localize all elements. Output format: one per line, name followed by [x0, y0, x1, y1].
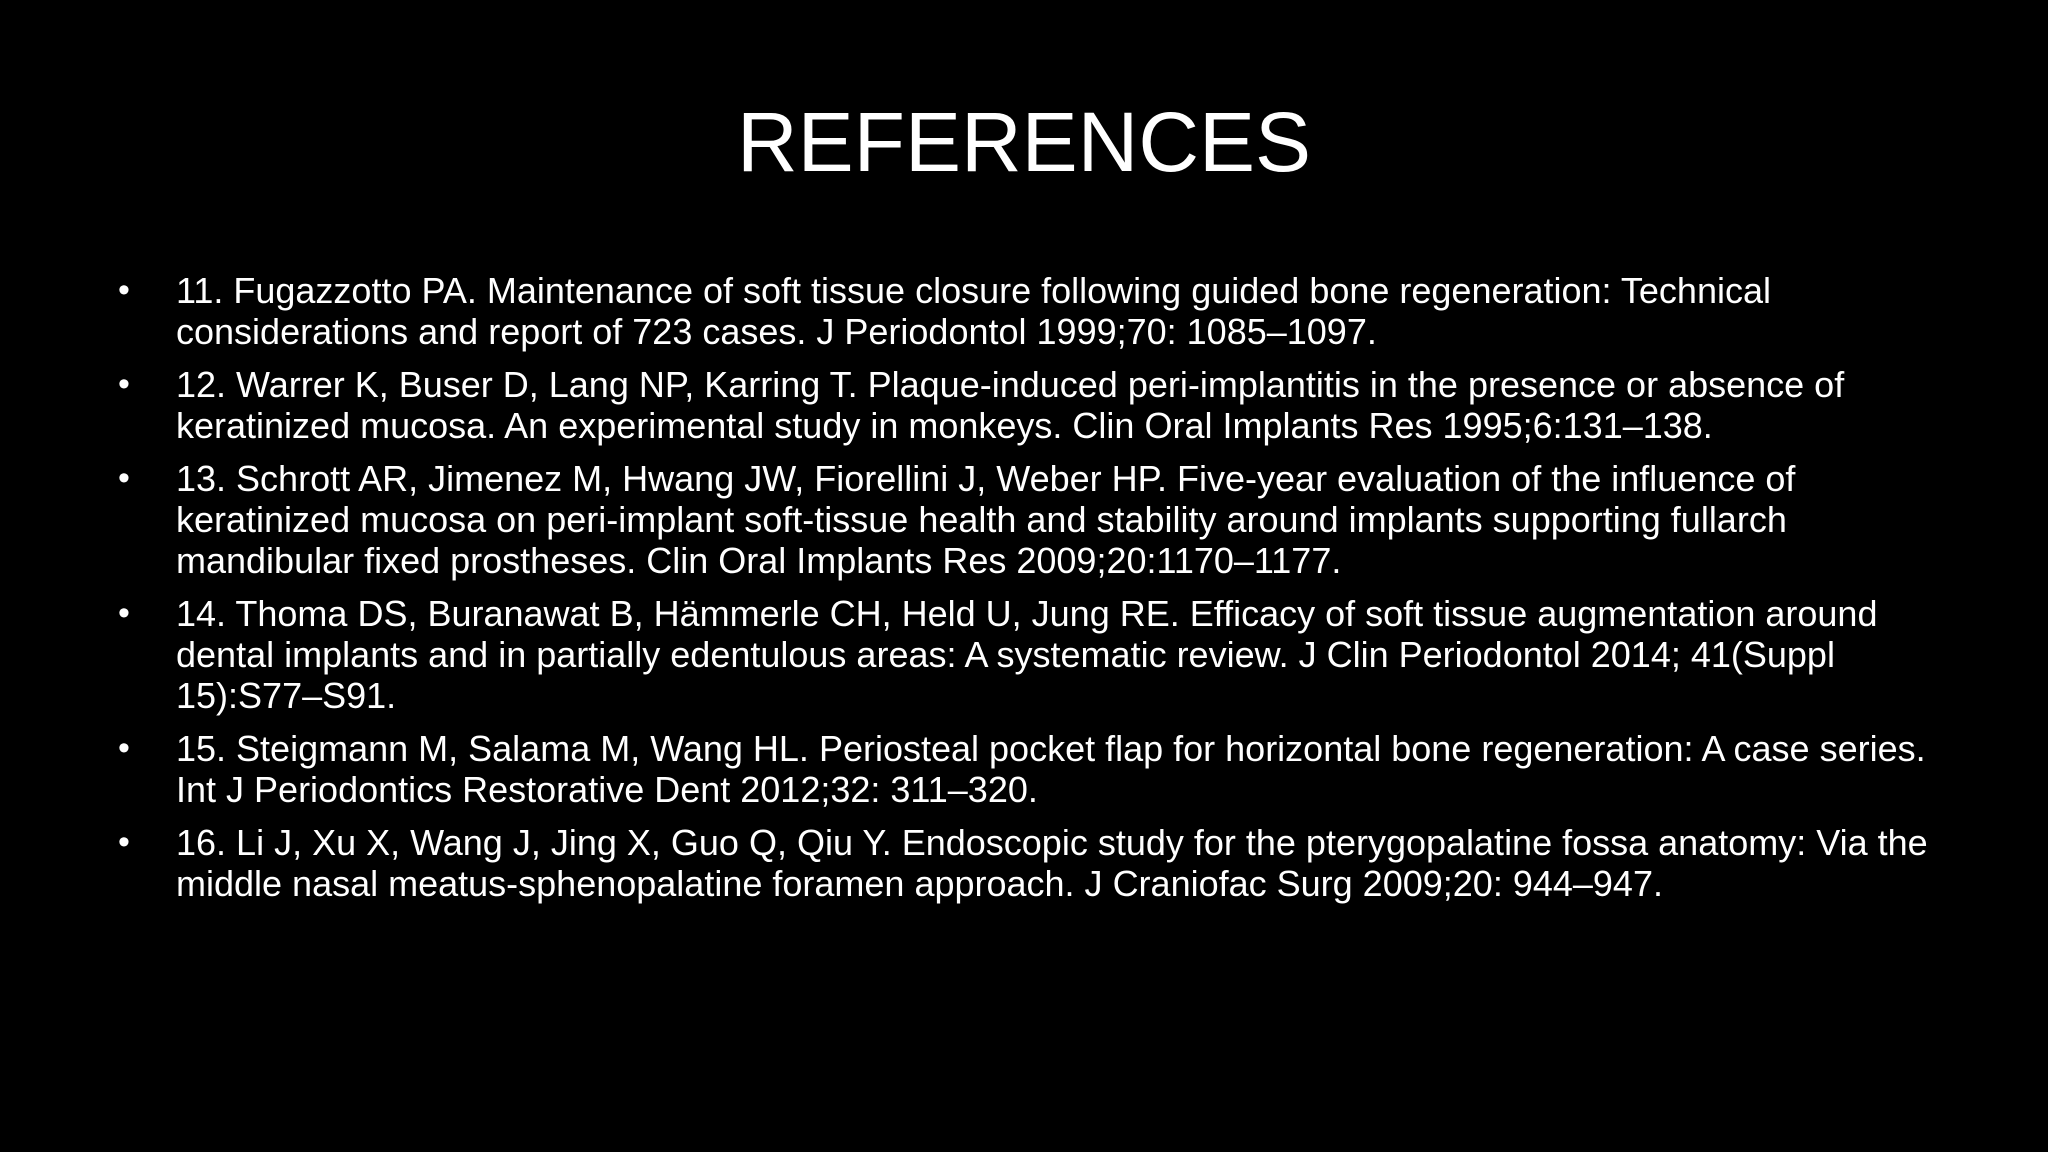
bullet-icon: •	[118, 823, 130, 861]
reference-item	[118, 364, 1948, 446]
bullet-icon: •	[118, 271, 130, 309]
reference-item	[118, 593, 1948, 716]
bullet-icon: •	[118, 365, 130, 403]
reference-text: 12. Warrer K, Buser D, Lang NP, Karring T. Plaque-induced peri-implantitis in the presence or absence of keratinized mucosa. An experimental study in monkeys. Clin Oral Implants Res 1995;6:131–138.	[176, 364, 1845, 446]
bullet-icon: •	[118, 459, 130, 497]
reference-text: 13. Schrott AR, Jimenez M, Hwang JW, Fiorellini J, Weber HP. Five-year evaluation of the influence of keratinized mucosa on peri-implant soft-tissue health and stability around implants supporting fullarch mandibular fixed prostheses. Clin Oral Implants Res 2009;20:1170–1177.	[176, 458, 1796, 581]
bullet-icon: •	[118, 729, 130, 767]
reference-item	[118, 270, 1948, 352]
bullet-icon: •	[118, 594, 130, 632]
reference-text: 15. Steigmann M, Salama M, Wang HL. Periosteal pocket flap for horizontal bone regeneration: A case series. Int J Periodontics Restorative Dent 2012;32: 311–320.	[176, 728, 1926, 810]
reference-item	[118, 458, 1948, 581]
slide-title: REFERENCES	[736, 95, 1312, 189]
reference-list	[118, 270, 1948, 916]
reference-item	[118, 822, 1948, 904]
reference-text: 14. Thoma DS, Buranawat B, Hämmerle CH, Held U, Jung RE. Efficacy of soft tissue augmentation around dental implants and in partially edentulous areas: A systematic review. J Clin Periodontol 2014; 41(Suppl 15):S77–S91.	[176, 593, 1878, 716]
reference-text: 11. Fugazzotto PA. Maintenance of soft tissue closure following guided bone regeneration: Technical considerations and report of 723 cases. J Periodontol 1999;70: 1085–1097.	[176, 270, 1771, 352]
reference-item	[118, 728, 1948, 810]
reference-text: 16. Li J, Xu X, Wang J, Jing X, Guo Q, Qiu Y. Endoscopic study for the pterygopalatine fossa anatomy: Via the middle nasal meatus-sphenopalatine foramen approach. J Craniofac Surg 2009;20: 944–947.	[176, 822, 1928, 904]
